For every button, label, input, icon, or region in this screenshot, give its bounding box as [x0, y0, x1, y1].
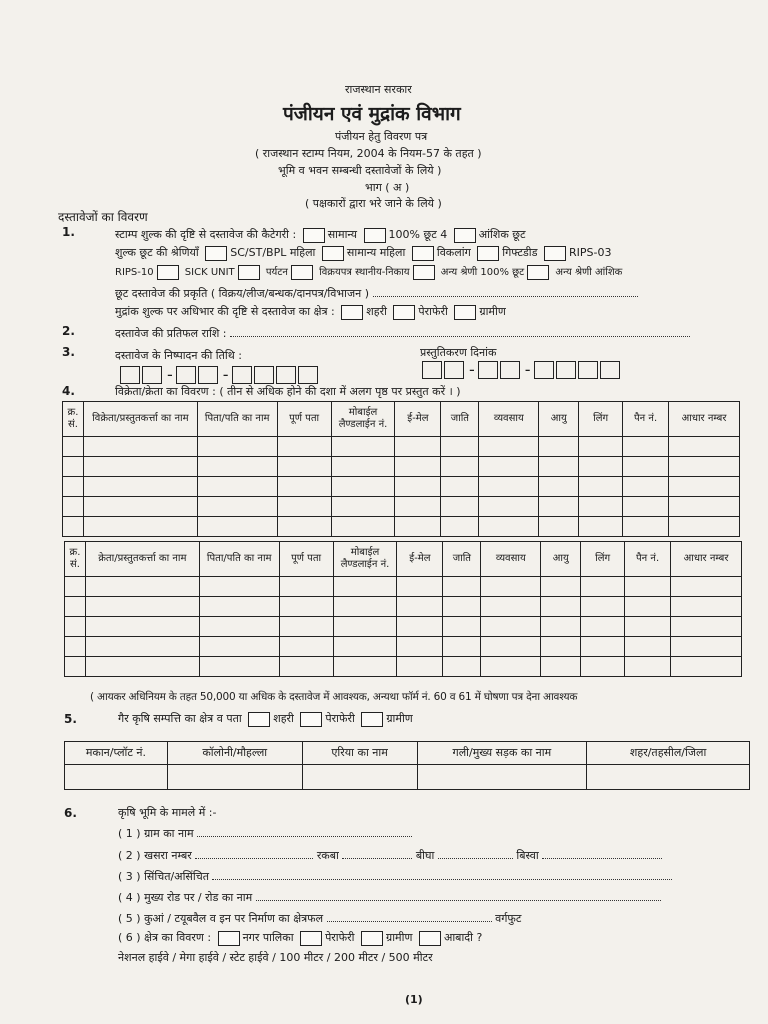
- s6-rural-checkbox[interactable]: [361, 931, 383, 946]
- form-part: भाग ( अ ): [365, 181, 410, 194]
- section-5-number: 5.: [64, 712, 77, 726]
- buyer-col-aadhaar: आधार नम्बर: [671, 542, 742, 577]
- table-row[interactable]: [65, 597, 742, 617]
- table-row[interactable]: [63, 497, 740, 517]
- s1-rural-label: ग्रामीण: [479, 305, 506, 318]
- area-name-col: एरिया का नाम: [302, 742, 417, 765]
- consideration-row: [115, 326, 690, 341]
- municipal-checkbox[interactable]: [218, 931, 240, 946]
- sqft-label: वर्गफुट: [495, 912, 522, 925]
- consideration-label: दस्तावेज की प्रतिफल राशि :: [115, 327, 227, 340]
- seller-col-mobile: मोबाईल लैण्डलाईन नं.: [331, 402, 395, 437]
- tax-note: ( आयकर अधिनियम के तहत 50,000 या अधिक के दस्तावेज में आवश्यक, अन्यथा फॉर्म नं. 60 व 61 में घोषणा पत्र देना आवश्यक: [90, 691, 578, 703]
- municipal-label: नगर पालिका: [242, 931, 294, 944]
- sc-st-bpl-label: SC/ST/BPL महिला: [230, 246, 316, 259]
- partial-exemption-checkbox[interactable]: [454, 228, 476, 243]
- table-row[interactable]: [65, 577, 742, 597]
- form-title: पंजीयन हेतु विवरण पत्र: [335, 130, 428, 143]
- sc-st-bpl-checkbox[interactable]: [205, 246, 227, 261]
- area-detail-label: ( 6 ) क्षेत्र का विवरण :: [118, 931, 212, 944]
- well-field[interactable]: [327, 911, 492, 922]
- govt-label: राजस्थान सरकार: [345, 83, 412, 96]
- tourism-label: पर्यटन: [265, 267, 288, 278]
- buyer-table: [64, 541, 742, 677]
- abadi-checkbox[interactable]: [419, 931, 441, 946]
- buyer-col-caste: जाति: [443, 542, 481, 577]
- tourism-checkbox[interactable]: [291, 265, 313, 280]
- area-detail-row: [118, 930, 482, 946]
- table-row[interactable]: [63, 437, 740, 457]
- house-plot-col: मकान/प्लॉट नं.: [65, 742, 168, 765]
- street-col: गली/मुख्य सड़क का नाम: [417, 742, 587, 765]
- stamp-category-row: [115, 227, 526, 243]
- table-row[interactable]: [65, 617, 742, 637]
- other-partial-label: अन्य श्रेणी आंशिक: [555, 267, 623, 278]
- seller-col-gender: लिंग: [579, 402, 623, 437]
- table-row[interactable]: [63, 457, 740, 477]
- property-area-row: [118, 711, 413, 727]
- khasra-row: [118, 848, 662, 863]
- buyer-col-mobile: मोबाईल लैण्डलाईन नं.: [333, 542, 397, 577]
- other-full-checkbox[interactable]: [527, 265, 549, 280]
- buyer-col-sn: क्र. सं.: [65, 542, 86, 577]
- buyer-col-name: क्रेता/प्रस्तुतकर्त्ता का नाम: [85, 542, 199, 577]
- s1-peri-label: पेराफेरी: [418, 305, 448, 318]
- highway-label: नेशनल हाईवे / मेगा हाईवे / स्टेट हाईवे / 100 मीटर / 200 मीटर / 500 मीटर: [118, 951, 433, 964]
- s5-urban-label: शहरी: [273, 712, 294, 725]
- section-4-number: 4.: [62, 384, 75, 398]
- rakba-label: रकबा: [316, 849, 339, 862]
- table-row[interactable]: [65, 637, 742, 657]
- road-field[interactable]: [256, 890, 661, 901]
- s1-rural-checkbox[interactable]: [454, 305, 476, 320]
- bigha-label: बीघा: [415, 849, 435, 862]
- rebate-row-2: [115, 264, 622, 280]
- general-checkbox[interactable]: [303, 228, 325, 243]
- execution-date-label: दस्तावेज के निष्पादन की तिथि :: [115, 349, 242, 362]
- sick-unit-label: SICK UNIT: [184, 267, 235, 278]
- rebate-row-1: [115, 245, 611, 261]
- table-row[interactable]: [63, 477, 740, 497]
- local-body-checkbox[interactable]: [413, 265, 435, 280]
- consideration-field[interactable]: [230, 326, 690, 337]
- irrigated-field[interactable]: [212, 869, 672, 880]
- irrigated-row: [118, 869, 672, 884]
- seller-col-email: ई-मेल: [395, 402, 441, 437]
- s6-peri-label: पेराफेरी: [325, 931, 355, 944]
- disabled-checkbox[interactable]: [412, 246, 434, 261]
- bigha-field[interactable]: [438, 848, 513, 859]
- buyer-col-pan: पैन नं.: [625, 542, 671, 577]
- seller-col-pan: पैन नं.: [623, 402, 669, 437]
- general-label: सामान्य: [327, 228, 358, 241]
- abadi-label: आबादी ?: [443, 931, 483, 944]
- section-heading: दस्तावेजों का विवरण: [58, 210, 148, 224]
- s1-urban-checkbox[interactable]: [341, 305, 363, 320]
- presentation-date-label: प्रस्तुतिकरण दिनांक: [420, 346, 497, 359]
- rips10-checkbox[interactable]: [157, 265, 179, 280]
- buyer-header-row: [65, 542, 742, 577]
- buyer-col-occupation: व्यवसाय: [481, 542, 541, 577]
- nature-row: [115, 286, 638, 301]
- village-row: [118, 826, 412, 841]
- buyer-col-email: ई-मेल: [397, 542, 443, 577]
- rips03-label: RIPS-03: [569, 246, 612, 259]
- general-woman-checkbox[interactable]: [322, 246, 344, 261]
- nature-field[interactable]: [373, 286, 638, 297]
- seller-col-occupation: व्यवसाय: [479, 402, 539, 437]
- rips10-label: RIPS-10: [115, 267, 154, 278]
- khasra-field[interactable]: [195, 848, 313, 859]
- well-row: [118, 911, 521, 926]
- buyer-col-age: आयु: [541, 542, 581, 577]
- presentation-date-field[interactable]: - -: [422, 359, 622, 379]
- section-6-number: 6.: [64, 806, 77, 820]
- party-details-label: विक्रेता/क्रेता का विवरण : ( तीन से अधिक होने की दशा में अलग पृष्ठ पर प्रस्तुत करें । ): [115, 385, 461, 398]
- gift-deed-checkbox[interactable]: [477, 246, 499, 261]
- s1-peri-checkbox[interactable]: [393, 305, 415, 320]
- execution-date-field[interactable]: - -: [120, 364, 320, 384]
- seller-col-sn: क्र. सं.: [63, 402, 84, 437]
- stamp-category-label: स्टाम्प शुल्क की दृष्टि से दस्तावेज की कैटेगरी :: [115, 228, 297, 241]
- table-row[interactable]: [65, 765, 750, 790]
- buyer-col-gender: लिंग: [581, 542, 625, 577]
- filling-note: ( पक्षकारों द्वारा भरे जाने के लिये ): [305, 197, 442, 210]
- seller-col-father: पिता/पति का नाम: [197, 402, 277, 437]
- colony-col: कॉलोनी/मौहल्ला: [167, 742, 302, 765]
- seller-col-caste: जाति: [441, 402, 479, 437]
- seller-col-aadhaar: आधार नम्बर: [669, 402, 740, 437]
- form-scope: भूमि व भवन सम्बन्धी दस्तावेजों के लिये ): [278, 164, 442, 177]
- seller-col-address: पूर्ण पता: [277, 402, 331, 437]
- section-1-number: 1.: [62, 225, 75, 239]
- s5-peri-label: पेराफेरी: [325, 712, 355, 725]
- rule-reference: ( राजस्थान स्टाम्प नियम, 2004 के नियम-57 के तहत ): [255, 147, 482, 160]
- s5-urban-checkbox[interactable]: [248, 712, 270, 727]
- table-row[interactable]: [63, 517, 740, 537]
- other-full-label: अन्य श्रेणी 100% छूट: [440, 267, 525, 278]
- road-label: ( 4 ) मुख्य रोड पर / रोड का नाम: [118, 891, 253, 904]
- agri-land-label: कृषि भूमि के मामले में :-: [118, 806, 217, 819]
- seller-table: [62, 401, 740, 537]
- surcharge-area-row: [115, 304, 506, 320]
- partial-exemption-label: आंशिक छूट: [478, 228, 526, 241]
- road-row: [118, 890, 661, 905]
- full-exemption-checkbox[interactable]: [364, 228, 386, 243]
- village-field[interactable]: [197, 826, 412, 837]
- s1-urban-label: शहरी: [366, 305, 387, 318]
- biswa-label: बिस्वा: [516, 849, 539, 862]
- section-2-number: 2.: [62, 324, 75, 338]
- sick-unit-checkbox[interactable]: [238, 265, 260, 280]
- s6-peri-checkbox[interactable]: [300, 931, 322, 946]
- gift-deed-label: गिफ्टडीड: [502, 246, 538, 259]
- biswa-field[interactable]: [542, 848, 662, 859]
- property-header-row: [65, 742, 750, 765]
- s5-peri-checkbox[interactable]: [300, 712, 322, 727]
- rebate-label: शुल्क छूट की श्रेणियाँ: [115, 246, 199, 259]
- property-area-label: गैर कृषि सम्पत्ति का क्षेत्र व पता: [118, 712, 242, 725]
- section-3-number: 3.: [62, 345, 75, 359]
- buyer-col-address: पूर्ण पता: [279, 542, 333, 577]
- seller-col-age: आयु: [539, 402, 579, 437]
- general-woman-label: सामान्य महिला: [346, 246, 406, 259]
- property-address-table: [64, 741, 750, 790]
- full-exemption-label: 100% छूट 4: [388, 228, 448, 241]
- irrigated-label: ( 3 ) सिंचित/असिंचित: [118, 870, 209, 883]
- rakba-field[interactable]: [342, 848, 412, 859]
- well-label: ( 5 ) कुआं / टयूबवैल व इन पर निर्माण का क्षेत्रफल: [118, 912, 324, 925]
- s6-rural-label: ग्रामीण: [386, 931, 413, 944]
- department-title: पंजीयन एवं मुद्रांक विभाग: [283, 103, 461, 125]
- s5-rural-label: ग्रामीण: [386, 712, 413, 725]
- city-col: शहर/तहसील/जिला: [587, 742, 750, 765]
- seller-col-name: विक्रेता/प्रस्तुतकर्त्ता का नाम: [83, 402, 197, 437]
- s5-rural-checkbox[interactable]: [361, 712, 383, 727]
- nature-label: छूट दस्तावेज की प्रकृति ( विक्रय/लीज/बन्धक/दानपत्र/विभाजन ): [115, 287, 370, 300]
- seller-header-row: [63, 402, 740, 437]
- surcharge-area-label: मुद्रांक शुल्क पर अधिभार की दृष्टि से दस्तावेज का क्षेत्र :: [115, 305, 335, 318]
- buyer-col-father: पिता/पति का नाम: [199, 542, 279, 577]
- rips03-checkbox[interactable]: [544, 246, 566, 261]
- village-label: ( 1 ) ग्राम का नाम: [118, 827, 194, 840]
- disabled-label: विकलांग: [436, 246, 471, 259]
- table-row[interactable]: [65, 657, 742, 677]
- khasra-label: ( 2 ) खसरा नम्बर: [118, 849, 192, 862]
- page-number: (1): [405, 993, 423, 1006]
- local-body-label: विक्रयपत्र स्थानीय-निकाय: [319, 267, 410, 278]
